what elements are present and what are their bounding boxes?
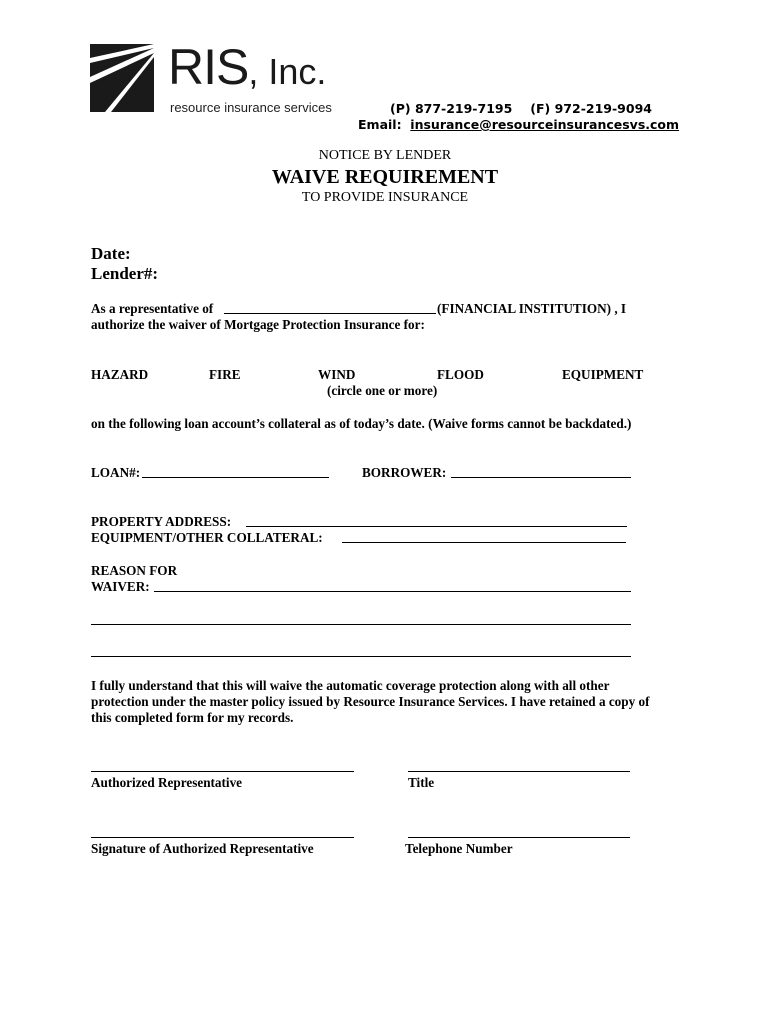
lender-label: Lender#: [91, 264, 159, 283]
signature-label: Signature of Authorized Representative [91, 841, 314, 856]
title-label: Title [408, 775, 435, 790]
reason-label-1: REASON FOR [91, 563, 178, 578]
logo-swoosh-icon [90, 44, 156, 112]
main-title: WAIVE REQUIREMENT [271, 166, 499, 188]
company-suffix: , Inc. [248, 51, 327, 92]
fax-number: (F) 972-219-9094 [530, 101, 652, 116]
title-field[interactable] [408, 771, 630, 772]
borrower-field[interactable] [451, 477, 631, 478]
date-label: Date: [91, 244, 131, 263]
option-wind[interactable]: WIND [318, 367, 356, 382]
email-label: Email: [358, 117, 402, 132]
authorized-rep-field[interactable] [91, 771, 354, 772]
rep-line-2: authorize the waiver of Mortgage Protection Insurance for: [91, 317, 425, 332]
borrower-label: BORROWER: [362, 465, 447, 480]
notice-title: NOTICE BY LENDER [318, 148, 452, 163]
authorized-rep-label: Authorized Representative [91, 775, 243, 790]
telephone-field[interactable] [408, 837, 630, 838]
coverage-note: (circle one or more) [327, 383, 438, 398]
option-fire[interactable]: FIRE [209, 367, 241, 382]
option-flood[interactable]: FLOOD [437, 367, 484, 382]
agreement-line-1: I fully understand that this will waive the automatic coverage protection along with all other [91, 678, 610, 693]
sub-title: TO PROVIDE INSURANCE [301, 190, 469, 205]
rep-suffix: (FINANCIAL INSTITUTION) , I [437, 301, 627, 316]
company-name: RIS [168, 39, 249, 95]
equipment-collateral-label: EQUIPMENT/OTHER COLLATERAL: [91, 530, 323, 545]
loan-number-field[interactable] [142, 477, 329, 478]
agreement-line-2: protection under the master policy issued by Resource Insurance Services. I have retained a copy of [91, 694, 650, 709]
email-link[interactable]: insurance@resourceinsurancesvs.com [410, 117, 680, 132]
telephone-label: Telephone Number [405, 841, 513, 856]
reason-field-line-1[interactable] [154, 591, 631, 592]
rep-prefix: As a representative of [91, 301, 214, 316]
contact-email [358, 117, 679, 132]
company-tagline: resource insurance services [170, 100, 332, 115]
reason-field-line-2[interactable] [91, 624, 631, 625]
loan-label: LOAN#: [91, 465, 141, 480]
phone-number: (P) 877-219-7195 [390, 101, 513, 116]
property-address-label: PROPERTY ADDRESS: [91, 514, 232, 529]
collateral-statement: on the following loan account’s collateral as of today’s date. (Waive forms cannot be backdated.) [91, 416, 632, 431]
option-hazard[interactable]: HAZARD [91, 367, 149, 382]
agreement-line-3: this completed form for my records. [91, 710, 294, 725]
equipment-collateral-field[interactable] [342, 542, 626, 543]
financial-institution-field[interactable] [224, 313, 436, 314]
signature-field[interactable] [91, 837, 354, 838]
reason-field-line-3[interactable] [91, 656, 631, 657]
company-logo [90, 39, 350, 116]
contact-phone-fax [390, 101, 652, 116]
reason-label-2: WAIVER: [91, 579, 150, 594]
property-address-field[interactable] [246, 526, 627, 527]
option-equipment[interactable]: EQUIPMENT [562, 367, 644, 382]
